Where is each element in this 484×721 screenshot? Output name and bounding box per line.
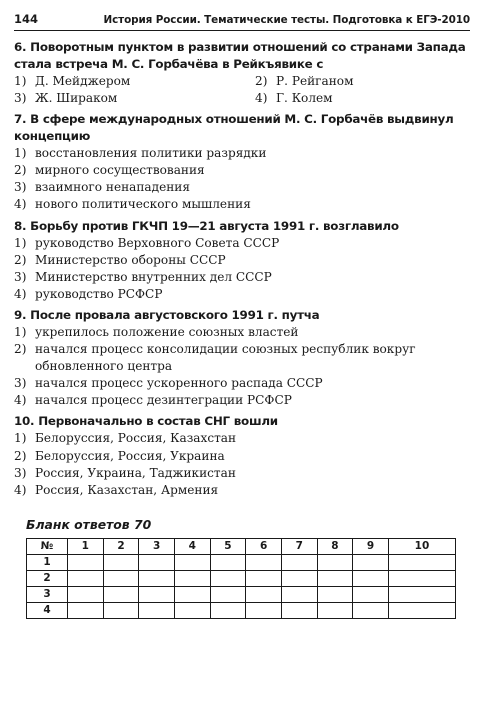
option-number: 2) [14, 448, 27, 463]
option-text: начался процесс дезинтеграции РСФСР [35, 393, 292, 408]
option-text: укрепилось положение союзных властей [35, 324, 299, 339]
column-header: 5 [210, 538, 246, 554]
answer-cell[interactable] [210, 586, 246, 602]
answer-cell[interactable] [210, 602, 246, 618]
option-text: Ж. Шираком [35, 91, 118, 106]
option [14, 90, 242, 107]
option-number: 3) [14, 269, 27, 284]
option-number: 2) [14, 342, 27, 357]
book-page [14, 12, 470, 619]
question-text: 9. После провала августовского 1991 г. путча [14, 307, 320, 322]
answer-cell[interactable] [103, 602, 139, 618]
option-number: 4) [14, 286, 27, 301]
option-text: Министерство обороны СССР [35, 252, 226, 267]
option-number: 3) [14, 91, 27, 106]
table-row [27, 554, 456, 570]
option-text: Д. Мейджером [35, 74, 131, 88]
option-number: 2) [14, 163, 27, 178]
answer-cell[interactable] [388, 554, 455, 570]
answer-cell[interactable] [174, 602, 210, 618]
row-number: 3 [27, 586, 68, 602]
answer-cell[interactable] [139, 570, 175, 586]
option [14, 252, 470, 269]
column-header: 2 [103, 538, 139, 554]
answer-cell[interactable] [210, 554, 246, 570]
answer-cell[interactable] [281, 586, 317, 602]
answer-cell[interactable] [388, 586, 455, 602]
answer-cell[interactable] [317, 554, 353, 570]
column-header: 9 [353, 538, 389, 554]
option [242, 90, 470, 107]
answer-cell[interactable] [281, 570, 317, 586]
question-text: 10. Первоначально в состав СНГ вошли [14, 414, 278, 429]
answer-cell[interactable] [388, 570, 455, 586]
option-number: 4) [14, 482, 27, 497]
column-header: № [27, 538, 68, 554]
answer-cell[interactable] [139, 554, 175, 570]
answer-cell[interactable] [317, 570, 353, 586]
answer-sheet-table [26, 538, 456, 619]
answer-cell[interactable] [174, 586, 210, 602]
answer-cell[interactable] [103, 554, 139, 570]
option-text: нового политического мышления [35, 197, 251, 212]
option-number: 3) [14, 376, 27, 391]
question-6 [14, 39, 470, 107]
page-header [14, 12, 470, 31]
option-text: руководство Верховного Совета СССР [35, 235, 280, 250]
table-row [27, 570, 456, 586]
option [14, 482, 470, 499]
column-header: 7 [281, 538, 317, 554]
option [14, 375, 470, 392]
options-list [14, 73, 470, 107]
option [14, 392, 470, 409]
table-row [27, 586, 456, 602]
option-text: Белоруссия, Россия, Украина [35, 448, 225, 463]
option-number: 1) [14, 74, 27, 88]
question-text: 8. Борьбу против ГКЧП 19—21 августа 1991 г. возглавило [14, 218, 399, 233]
answer-cell[interactable] [174, 554, 210, 570]
option [14, 341, 470, 375]
answer-cell[interactable] [103, 570, 139, 586]
answer-cell[interactable] [68, 586, 104, 602]
answer-cell[interactable] [139, 602, 175, 618]
answer-cell[interactable] [246, 586, 282, 602]
option [14, 286, 470, 303]
answer-cell[interactable] [281, 602, 317, 618]
option-number: 3) [14, 180, 27, 195]
option [14, 196, 470, 213]
option [14, 465, 470, 482]
answer-cell[interactable] [68, 602, 104, 618]
column-header: 6 [246, 538, 282, 554]
table-header-row [27, 538, 456, 554]
answer-cell[interactable] [246, 554, 282, 570]
column-header: 3 [139, 538, 175, 554]
option [14, 324, 470, 341]
answer-cell[interactable] [246, 570, 282, 586]
option-number: 2) [255, 74, 268, 88]
option-text: Белоруссия, Россия, Казахстан [35, 431, 237, 446]
answer-cell[interactable] [68, 570, 104, 586]
answer-cell[interactable] [353, 554, 389, 570]
option [14, 269, 470, 286]
running-title: История России. Тематические тесты. Подготовка к ЕГЭ-2010 [103, 14, 470, 26]
question-text: 7. В сфере международных отношений М. С. Горбачёв выдвинул концепцию [14, 112, 454, 144]
option [14, 73, 242, 90]
column-header: 4 [174, 538, 210, 554]
answer-cell[interactable] [103, 586, 139, 602]
column-header: 1 [68, 538, 104, 554]
row-number: 1 [27, 554, 68, 570]
answer-cell[interactable] [353, 602, 389, 618]
option-number: 1) [14, 146, 27, 161]
option [14, 448, 470, 465]
answer-cell[interactable] [388, 602, 455, 618]
option-text: начался процесс консолидации союзных республик вокруг обновленного центра [35, 342, 416, 374]
answer-cell[interactable] [353, 570, 389, 586]
answer-cell[interactable] [317, 602, 353, 618]
question-8 [14, 218, 470, 303]
option-text: руководство РСФСР [35, 286, 163, 301]
answer-cell[interactable] [174, 570, 210, 586]
question-9 [14, 307, 470, 409]
question-7 [14, 111, 470, 213]
answer-cell[interactable] [281, 554, 317, 570]
answer-sheet-title: Бланк ответов 70 [26, 516, 152, 532]
option-text: Россия, Казахстан, Армения [35, 482, 219, 497]
answer-cell[interactable] [68, 554, 104, 570]
option-text: восстановления политики разрядки [35, 146, 267, 161]
option [14, 179, 470, 196]
column-header: 10 [388, 538, 455, 554]
option [242, 73, 470, 90]
option [14, 145, 470, 162]
option-text: Р. Рейганом [276, 74, 354, 88]
option-number: 2) [14, 252, 27, 267]
option-text: Министерство внутренних дел СССР [35, 269, 272, 284]
answer-cell[interactable] [246, 602, 282, 618]
option-text: Г. Колем [276, 91, 333, 106]
option-number: 3) [14, 465, 27, 480]
column-header: 8 [317, 538, 353, 554]
option-number: 4) [14, 393, 27, 408]
option-text: взаимного ненападения [35, 180, 190, 195]
option-text: мирного сосуществования [35, 163, 205, 178]
question-10 [14, 413, 470, 498]
option-number: 4) [14, 197, 27, 212]
option [14, 162, 470, 179]
row-number: 2 [27, 570, 68, 586]
option-number: 4) [255, 91, 268, 106]
answer-cell[interactable] [317, 586, 353, 602]
option-number: 1) [14, 235, 27, 250]
answer-cell[interactable] [139, 586, 175, 602]
answer-cell[interactable] [210, 570, 246, 586]
table-row [27, 602, 456, 618]
option-number: 1) [14, 324, 27, 339]
answer-cell[interactable] [353, 586, 389, 602]
option-number: 1) [14, 431, 27, 446]
row-number: 4 [27, 602, 68, 618]
option-text: начался процесс ускоренного распада СССР [35, 376, 323, 391]
option [14, 430, 470, 447]
option-text: Россия, Украина, Таджикистан [35, 465, 236, 480]
page-number: 144 [14, 12, 39, 26]
question-text: 6. Поворотным пунктом в развитии отношений со странами Запада стала встреча М. С. Горбачёва в Рейкъявике с [14, 40, 466, 71]
option [14, 235, 470, 252]
